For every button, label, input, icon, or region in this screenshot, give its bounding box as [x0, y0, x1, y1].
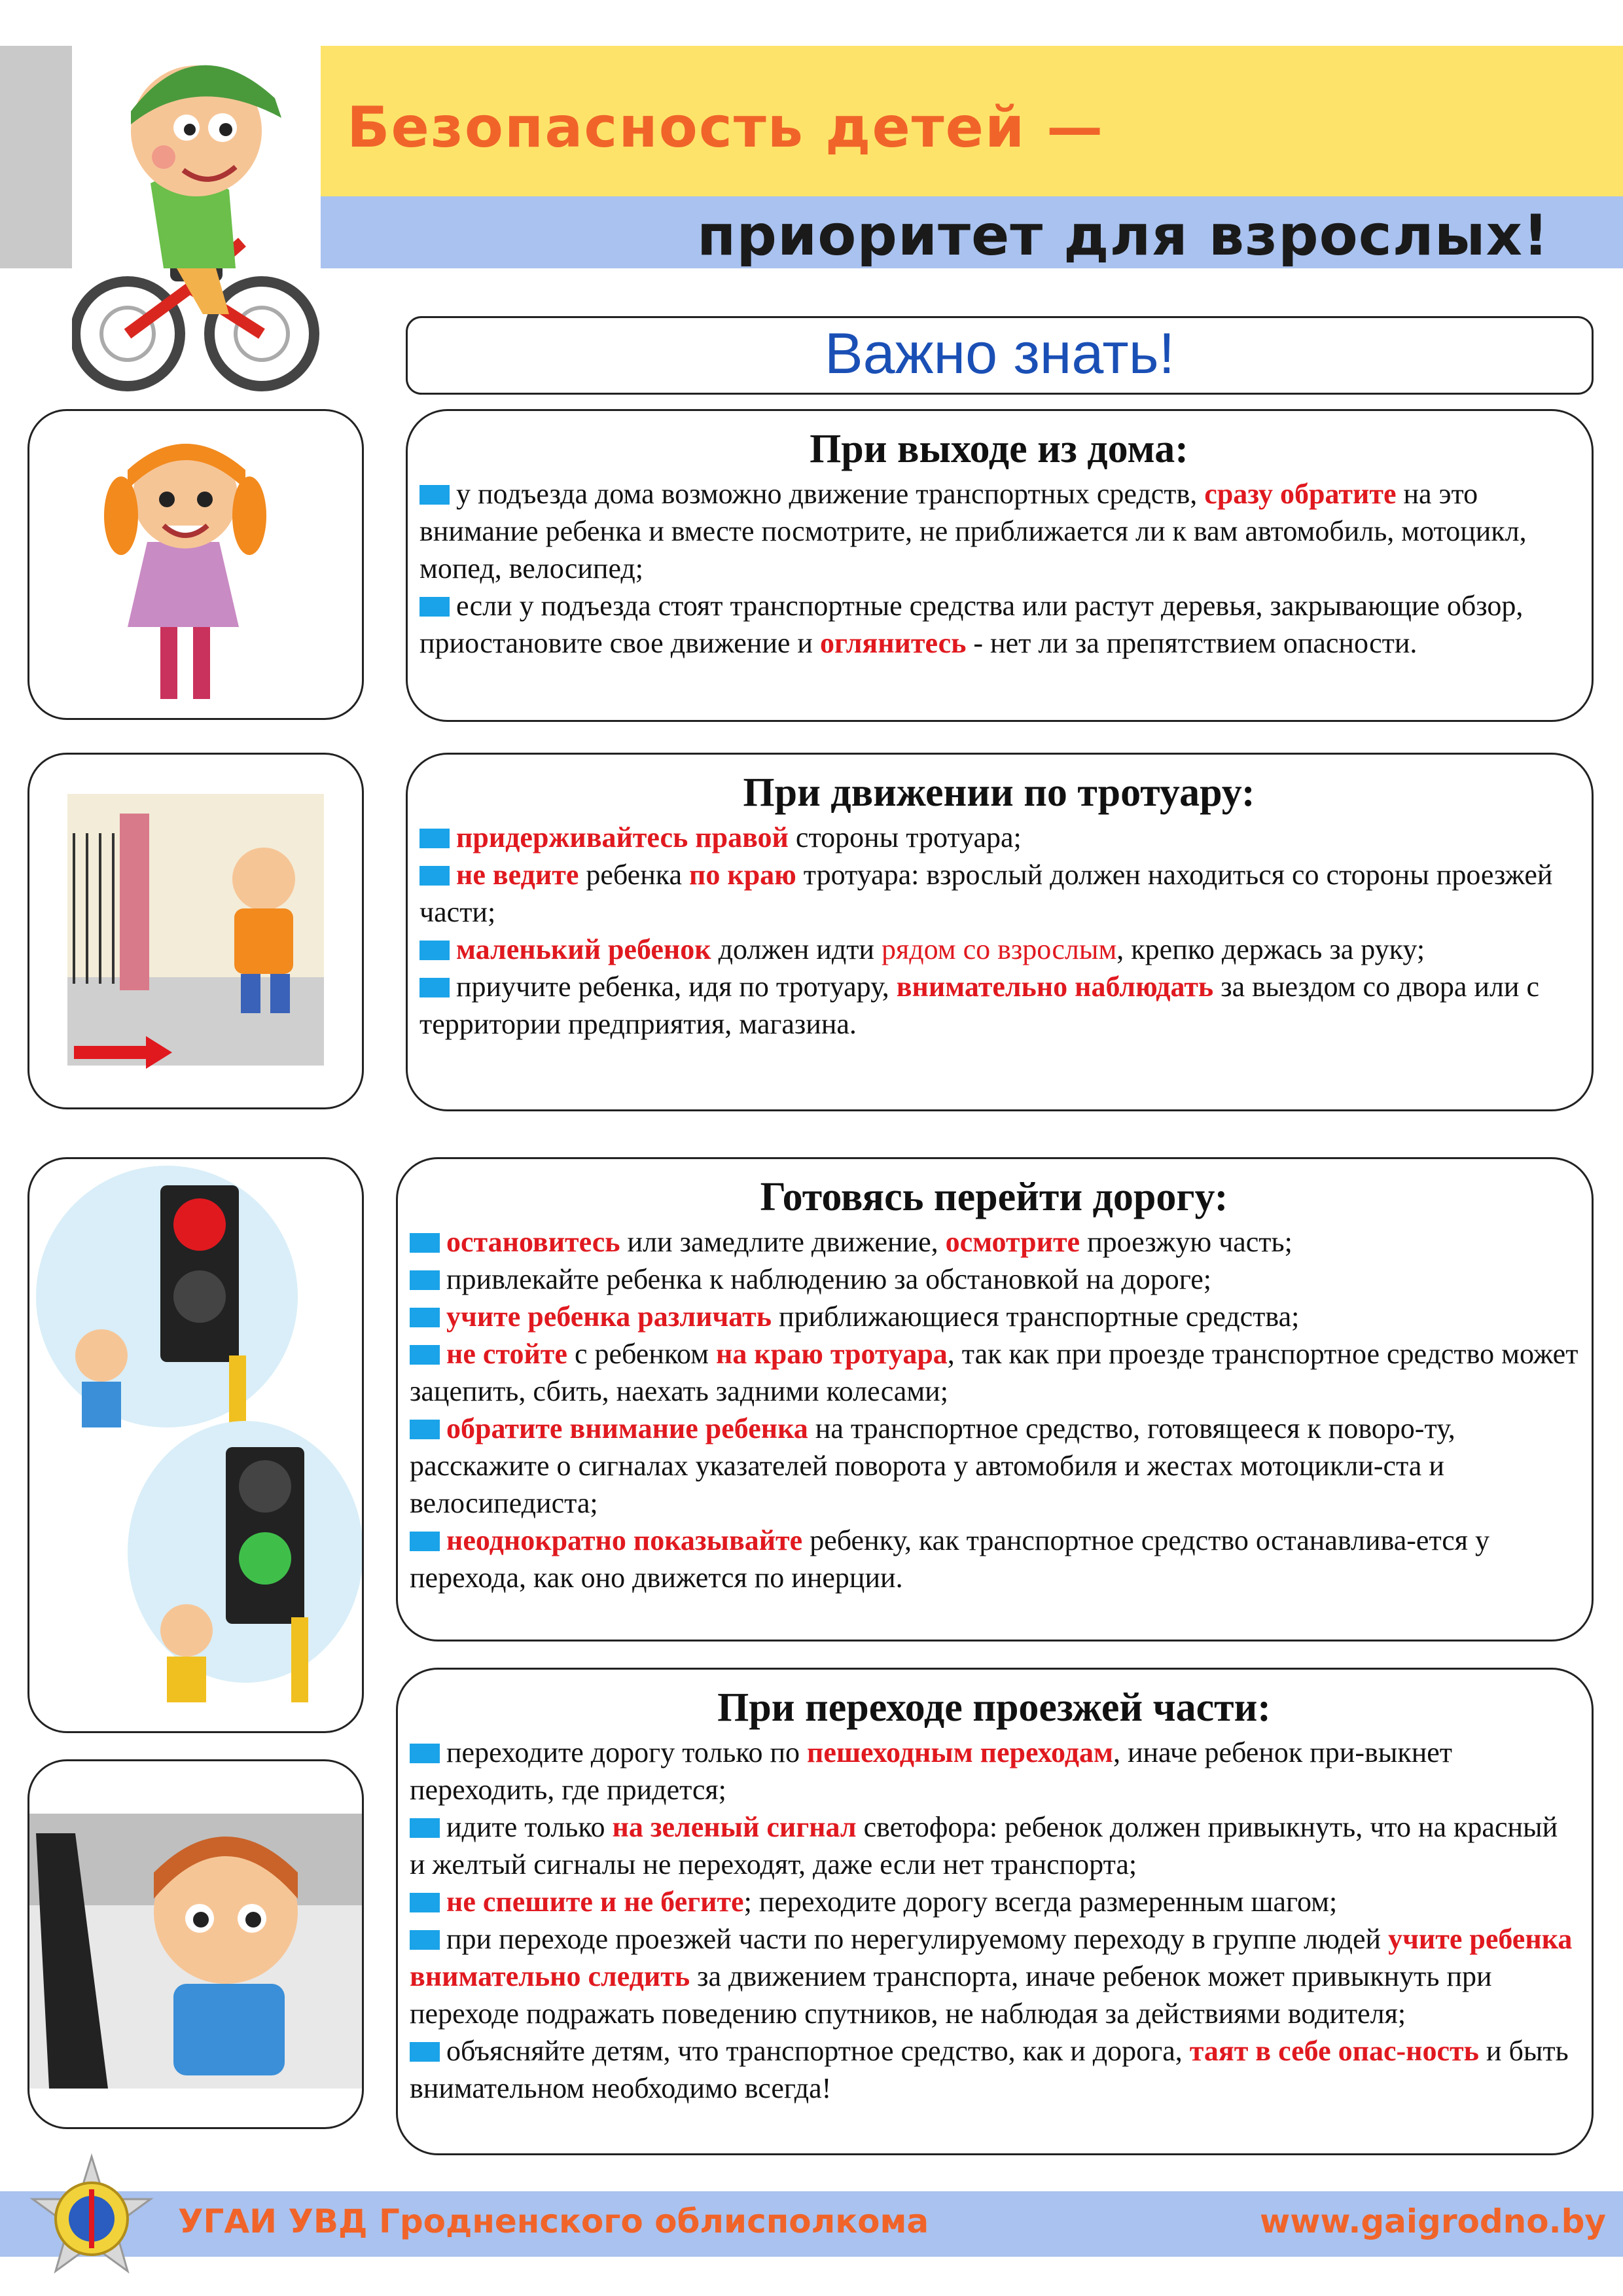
- section-title: При переходе проезжей части:: [717, 1685, 1271, 1730]
- bullet-square-icon: [410, 1233, 440, 1253]
- section-items: [419, 819, 1578, 1043]
- list-item: [410, 1335, 1578, 1410]
- bullet-square-icon: [410, 1345, 440, 1365]
- bullet-square-icon: [410, 1930, 440, 1950]
- highlighted-text: оглянитесь: [819, 627, 967, 659]
- section-items: [410, 1223, 1578, 1596]
- section-items: [410, 1734, 1578, 2107]
- bullet-square-icon: [410, 1270, 440, 1290]
- bullet-square-icon: [410, 1420, 440, 1439]
- page-title-line1: Безопасность детей —: [347, 95, 1105, 160]
- item-text: на транспортное средство, готовящееся к поворо-ту, расскажите о сигналах указателей поворота у автомобиля и жестах мотоцикли-ста и велосипедиста;: [410, 1412, 1455, 1519]
- footer-website-link[interactable]: www.gaigrodno.by: [1260, 2202, 1606, 2240]
- list-item: [419, 931, 1578, 968]
- list-item: [410, 1522, 1578, 1596]
- list-item: [410, 2032, 1578, 2107]
- bullet-square-icon: [419, 597, 450, 617]
- item-text: приучите ребенка, идя по тротуару,: [456, 971, 897, 1003]
- highlighted-text: внимательно наблюдать: [896, 971, 1214, 1003]
- bullet-square-icon: [410, 1893, 440, 1912]
- traffic-light-illustration-box: [27, 1157, 364, 1733]
- section-leaving-home: [406, 409, 1594, 722]
- header-grey-strip: [0, 46, 79, 268]
- list-item: [419, 856, 1578, 931]
- item-text: за выездом со двора или с территории предприятия, магазина.: [419, 971, 1539, 1040]
- item-text: на это внимание ребенка и вместе посмотрите, не приближается ли к вам автомобиль, мотоцикл, мопед, велосипед;: [419, 478, 1527, 584]
- highlighted-text: на зеленый сигнал: [612, 1811, 857, 1843]
- highlighted-text: учите ребенка внимательно следить: [410, 1923, 1573, 1992]
- item-text: должен идти: [711, 933, 882, 965]
- highlighted-text: таят в себе опас-ность: [1189, 2035, 1479, 2067]
- item-text: объясняйте детям, что транспортное средство, как и дорога,: [446, 2035, 1190, 2067]
- item-text: ребенка: [579, 859, 689, 891]
- highlighted-text: рядом со взрослым: [881, 933, 1117, 965]
- highlighted-text: остановитесь: [446, 1226, 620, 1258]
- item-text: , крепко держась за руку;: [1116, 933, 1425, 965]
- bullet-square-icon: [410, 1532, 440, 1551]
- bullet-square-icon: [419, 485, 450, 505]
- girl-illustration: [29, 411, 362, 718]
- highlighted-text: сразу обратите: [1204, 478, 1397, 510]
- list-item: [419, 819, 1578, 856]
- list-item: [410, 1410, 1578, 1522]
- item-text: проезжую часть;: [1080, 1226, 1293, 1258]
- highlighted-text: по краю: [689, 859, 796, 891]
- item-text: с ребенком: [567, 1338, 717, 1370]
- section-title: Готовясь перейти дорогу:: [760, 1175, 1228, 1219]
- item-text: и быть внимательном необходимо всегда!: [410, 2035, 1569, 2104]
- important-banner: Важно знать!: [406, 316, 1594, 395]
- list-item: [419, 587, 1578, 662]
- item-text: идите только: [446, 1811, 613, 1843]
- item-text: если у подъезда стоят транспортные средства или растут деревья, закрывающие обзор, приостановите свое движение и: [419, 590, 1524, 659]
- item-text: у подъезда дома возможно движение транспортных средств,: [456, 478, 1205, 510]
- boy-sidewalk-illustration-box: [27, 753, 364, 1109]
- list-item: [410, 1883, 1578, 1920]
- traffic-police-emblem-icon: [26, 2153, 157, 2284]
- highlighted-text: маленький ребенок: [456, 933, 711, 965]
- section-title: При движении по тротуару:: [743, 770, 1255, 815]
- footer-organization: УГАИ УВД Гродненского облисполкома: [178, 2202, 929, 2240]
- section-title: При выходе из дома:: [810, 427, 1188, 471]
- list-item: [410, 1808, 1578, 1883]
- highlighted-text: не стойте: [446, 1338, 567, 1370]
- bullet-square-icon: [419, 829, 450, 848]
- crossing-illustration: [29, 1761, 362, 2127]
- section-crossing: [396, 1668, 1594, 2155]
- list-item: [410, 1920, 1578, 2032]
- list-item: [410, 1298, 1578, 1335]
- highlighted-text: на краю тротуара: [716, 1338, 948, 1370]
- page-title-line2: приоритет для взрослых!: [697, 203, 1550, 268]
- bullet-square-icon: [419, 978, 450, 997]
- section-prepare-crossing: [396, 1157, 1594, 1641]
- bullet-square-icon: [419, 866, 450, 886]
- item-text: при переходе проезжей части по нерегулируемому переходу в группе людей: [446, 1923, 1389, 1955]
- item-text: , иначе ребенок при-выкнет переходить, где придется;: [410, 1736, 1453, 1806]
- list-item: [419, 475, 1578, 587]
- item-text: или замедлите движение,: [620, 1226, 946, 1258]
- highlighted-text: обратите внимание ребенка: [446, 1412, 808, 1444]
- item-text: тротуара: взрослый должен находиться со стороны проезжей части;: [419, 859, 1553, 928]
- list-item: [410, 1261, 1578, 1298]
- boy-sidewalk-illustration: [67, 794, 364, 1109]
- item-text: ребенку, как транспортное средство останавлива-ется у перехода, как оно движется по инерции.: [410, 1524, 1489, 1594]
- bullet-square-icon: [410, 1744, 440, 1763]
- item-text: стороны тротуара;: [788, 821, 1022, 853]
- item-text: привлекайте ребенка к наблюдению за обстановкой на дороге;: [446, 1263, 1212, 1295]
- bullet-square-icon: [410, 2042, 440, 2062]
- section-sidewalk: [406, 753, 1594, 1111]
- highlighted-text: не спешите и не бегите: [446, 1886, 744, 1918]
- item-text: ; переходите дорогу всегда размеренным шагом;: [743, 1886, 1338, 1918]
- list-item: [419, 968, 1578, 1043]
- highlighted-text: не ведите: [456, 859, 579, 891]
- bullet-square-icon: [410, 1818, 440, 1838]
- item-text: , так как при проезде транспортное средство может зацепить, сбить, наехать задними колесами;: [410, 1338, 1578, 1407]
- traffic-light-illustration: [29, 1159, 362, 1731]
- item-text: светофора: ребенок должен привыкнуть, что на красный и желтый сигналы не переходят, даже если нет транспорта;: [410, 1811, 1558, 1880]
- item-text: приближающиеся транспортные средства;: [772, 1300, 1300, 1333]
- bullet-square-icon: [410, 1308, 440, 1327]
- section-items: [419, 475, 1578, 662]
- list-item: [410, 1223, 1578, 1261]
- list-item: [410, 1734, 1578, 1808]
- highlighted-text: осмотрите: [945, 1226, 1080, 1258]
- highlighted-text: неоднократно показывайте: [446, 1524, 803, 1556]
- item-text: - нет ли за препятствием опасности.: [966, 627, 1418, 659]
- highlighted-text: придерживайтесь правой: [456, 821, 789, 853]
- boy-on-bicycle-illustration: [72, 13, 321, 393]
- crossing-illustration-box: [27, 1759, 364, 2129]
- bullet-square-icon: [419, 941, 450, 960]
- highlighted-text: пешеходным переходам: [807, 1736, 1113, 1768]
- item-text: переходите дорогу только по: [446, 1736, 807, 1768]
- highlighted-text: учите ребенка различать: [446, 1300, 772, 1333]
- girl-illustration-box: [27, 409, 364, 720]
- item-text: за движением транспорта, иначе ребенок может привыкнуть при переходе подражать поведению спутников, не наблюдая за действиями водителя;: [410, 1960, 1492, 2030]
